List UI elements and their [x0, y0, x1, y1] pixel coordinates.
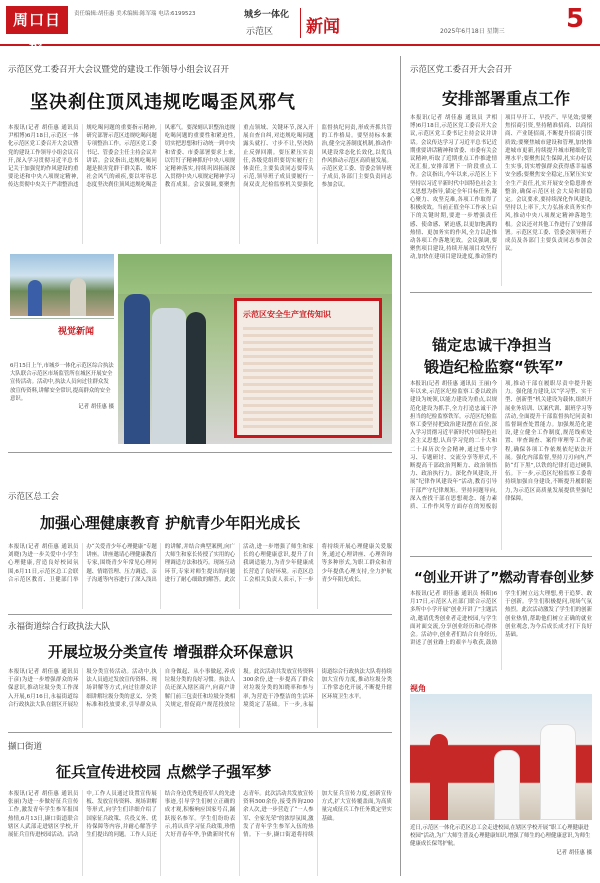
person-figure [28, 280, 42, 316]
perspective-label: 视角 [410, 684, 426, 693]
story2-body: 本报讯(记者 胡佳惠 通讯员 尹相博)6月18日,示范区党工委召开大会议,示范区党工委书记主持会议并讲话。会议传达学习了习近平总书记近期重要讲话精神和省委、市委有关会议精神,听取了近期重点工作推进情况汇报,安排部署下一阶段重点工作。会议指出,今年以来,示范区上下坚持以习近平新时代中国特色社会主义思想为指导,锚定全年目标任务,凝心聚力、攻坚克难,各项工作取得了积极成效。当前正值全年工作承上启下的关键时期,要进一步增强责任感、使命感、紧迫感,以更加饱满的热情、更加务实的作风,全力以赴推动各项工作落地见效。会议强调,要聚焦项目建设,持续开展项目攻坚行动,加快在建项目建设进度,推动签约项目早开工、早投产、早见效;要聚焦招商引资,坚持精准招商、以商招商、产业链招商,不断提升招商引资质效;要聚焦城市建设和管理,加快推进城市更新,持续提升城市精细化管理水平;要聚焦民生保障,扎实办好民生实事,切实增强群众获得感幸福感安全感;要聚焦安全稳定,压紧压实安全生产责任,扎实开展安全隐患排查整治,确保示范区社会大局和谐稳定。会议要求,要持续深化作风建设,坚持以上率下,大力弘扬求真务实作风,推动中央八项规定精神落地生根。会议还对其他工作进行了安排部署。示范区党工委、管委会领导班子成员及各部门主要负责同志参加会议。 [410, 115, 592, 261]
photo-campus-event [410, 694, 592, 820]
issue-date: 2025年6月18日 星期三 [440, 28, 505, 35]
story1-headline: 坚决刹住顶风违规吃喝歪风邪气 [30, 92, 296, 113]
story6-body: 本报讯(记者 胡佳惠 通讯员 杨阳)6月17日,示范区人社部门联合示范区多所中小学开展“创业开讲了”主题活动,邀请优秀创业者走进校园,与学生面对面交流,分享创业经历和心得体会。活动中,创业者们结合自身经历,讲述了创业路上的艰辛与收获,鼓励学生们树立远大理想,勇于追梦、敢于创新。学生们积极提问,现场气氛热烈。此次活动激发了学生们的创新创业热情,帮助他们树立正确的就业创业观念,为今后成长成才打下良好基础。 [410, 591, 592, 647]
perspective-tag [410, 683, 426, 694]
story3-headline-line1: 锚定忠诚干净担当 [432, 336, 553, 354]
visual-news-label: 视觉新闻 [58, 327, 95, 337]
board-title: 示范区安全生产宣传知识 [243, 310, 331, 319]
staff-figure [430, 734, 448, 820]
officer-figure [124, 294, 150, 444]
story4-kicker: 示范区总工会 [8, 492, 60, 502]
page-number: 5 [566, 4, 585, 34]
photo-caption [10, 362, 114, 444]
story7-headline: 征兵宣传进校园 点燃学子强军梦 [56, 763, 272, 781]
section-subtitle: 城乡一体化 [244, 10, 290, 20]
section-subtitle-2: 示范区 [246, 27, 274, 37]
student-figure-2 [540, 724, 576, 820]
section-divider [300, 8, 301, 38]
story5-kicker: 永福街道综合行政执法大队 [8, 622, 111, 632]
photo-officer-talking [10, 254, 114, 316]
story6-headline: “创业开讲了”燃动青春创业梦 [414, 570, 594, 586]
masthead [0, 0, 600, 57]
story4-body: 本报讯(记者 胡佳惠 通讯员 刘晓)为进一步关爱中小学生心理健康,营造良好校园氛围,6月11日,示范区总工会联合示范区教育、卫健部门举办“关爱青少年心理健康”专题讲座。讲座邀请心理健康教育专家,围绕青少年常见心理问题、情绪管理、压力调适、亲子沟通等内容进行了深入浅出的讲解,并结合典型案例,向广大师生和家长传授了实用的心理调适方法和技巧。现场互动环节,专家对师生提出的问题进行了耐心细致的解答。此次活动,进一步增强了师生和家长的心理健康意识,提升了自我调适能力,为青少年健康成长营造了良好环境。示范区总工会相关负责人表示,下一步将持续开展心理健康关爱服务,通过心理讲座、心理咨询等多种形式,为职工群众和青少年提供心理支持,全力护航青少年阳光成长。 [8, 544, 392, 583]
officer-figure-2 [186, 312, 206, 444]
story3-headline-line2: 锻造纪检监察“铁军” [424, 358, 564, 376]
editor-info: 责任编辑:胡佳惠 美术编辑:陈军瑞 电话:6199523 [74, 11, 196, 17]
story2-headline: 安排部署重点工作 [442, 89, 571, 108]
photo2-caption-text: 近日,示范区一体化示范区总工会走进校园,在辖区学校开展“职工心理健康进校园”活动,为广大师生普及心理健康知识,增强了师生的心理健康意识,为师生健康成长保驾护航。 [410, 825, 591, 848]
photo-credit: 记者 胡佳惠 摄 [78, 404, 114, 411]
tree-background [118, 254, 392, 294]
caption-text: 6月15日上午,市城乡一体化示范区综合执法大队联合示范区市场监管所在城区开展安全宣传活动。活动中,执法人员向过往群众发放宣传资料,讲解安全常识,提高群众的安全意识。 [10, 363, 114, 402]
board-text-lines [243, 327, 373, 429]
photo2-credit: 记者 胡佳惠 摄 [556, 849, 592, 856]
citizen-figure [152, 308, 186, 444]
story7-body: 本报讯(记者 胡佳惠 通讯员 张丽)为进一步做好征兵宣传工作,激发青年学生参军报国热情,6月13日,撷口街道联合辖区人武部走进辖区学校,开展征兵宣传进校园活动。活动中,工作人员通过设置宣传展板、发放宣传资料、现场讲解等形式,向学生们详细介绍了国家征兵政策、兵役义务、优待保障等内容,并耐心解答学生们提出的问题。工作人员还结合身边优秀退役军人的先进事迹,引导学生们树立正确的成才观,积极响应国家号召,踊跃报名参军。学生们纷纷表示,将认真学习征兵政策,珍惜大好青春年华,争做新时代有志青年。此次活动共发放宣传资料500余份,接受咨询200余人次,进一步营造了“一人参军、全家光荣”的浓厚氛围,激发了青年学生参军入伍的热情。下一步,撷口街道将持续加大征兵宣传力度,创新宣传方式,扩大宣传覆盖面,为高质量完成征兵工作任务奠定坚实基础。 [8, 791, 392, 839]
person-figure [70, 278, 86, 316]
story5-headline: 开展垃圾分类宣传 增强群众环保意识 [48, 643, 294, 661]
story7-kicker: 撷口街道 [8, 742, 43, 752]
student-figure [494, 750, 520, 820]
story5-body: 本报讯(记者 胡佳惠 通讯员 于彦)为进一步增强群众的环保意识,推动垃圾分类工作深入开展,6月16日,永福街道综合行政执法大队在辖区开展垃圾分类宣传活动。活动中,执法人员通过发放宣传资料、现场讲解等方式,向过往群众详细讲解垃圾分类的意义、分类标准和投放要求,引导群众从自身做起、从小事做起,养成垃圾分类的良好习惯。执法人员还深入辖区商户,向商户讲解门前三包责任和垃圾分类相关规定,督促商户规范投放垃圾。此次活动共发放宣传资料300余份,进一步提高了群众对垃圾分类的知晓率和参与率,为营造干净整洁的生活环境奠定了基础。下一步,永福街道综合行政执法大队将持续加大宣传力度,推动垃圾分类工作常态化开展,不断提升辖区环境卫生水平。 [8, 669, 392, 708]
story2-kicker: 示范区党工委召开大会召开 [410, 65, 513, 75]
story1-kicker: 示范区党工委召开大会议暨党的建设工作领导小组会议召开 [8, 65, 230, 75]
section-title: 新闻 [306, 17, 340, 37]
photo-safety-board [118, 254, 392, 444]
photo2-caption [410, 824, 592, 878]
newspaper-logo: 周口日报 [6, 6, 68, 34]
visual-news-tag [58, 326, 106, 356]
story3-body: 本报讯(记者 胡佳惠 通讯员 王丽)今年以来,示范区纪检监察工委以政治建设为统领,以能力建设为重点,以规范化建设为抓手,全力打造忠诚干净担当的纪检监察铁军。示范区纪检监察工委坚持把政治建设摆在首位,深入学习贯彻习近平新时代中国特色社会主义思想,认真学习党的二十大和二十届历次全会精神,通过集中学习、专题研讨、交流分享等形式,不断提高干部政治判断力、政治领悟力、政治执行力。深化作风建设,开展“纪律作风建设年”活动,教育引导干部严守纪律规矩。坚持问题导向,深入查找干部在思想观念、能力素质、工作作风等方面存在的短板弱项,推动干部在履职尽责中提升能力。强化能力建设,以“学习型、实干型、创新型”机关建设为载体,组织开展业务培训、以案代训、跟班学习等活动,全面提升干部监督执纪问责和监督调查处置能力。加强规范化建设,建立健全工作制度,规范线索处置、审查调查、案件审理等工作流程,确保各项工作依规依纪依法开展。强化内部监督,坚持刀刃向内,严防“灯下黑”,以铁的纪律打造过硬队伍。下一步,示范区纪检监察工委将持续加强自身建设,不断提升履职能力,为示范区高质量发展提供坚强纪律保障。 [410, 381, 592, 511]
story4-headline: 加强心理健康教育 护航青少年阳光成长 [40, 514, 301, 532]
story1-body: 本报讯(记者 胡佳惠 通讯员 尹相博)6月18日,示范区一体化示范区党工委召开大会议暨党的建设工作领导小组会议召开,深入学习贯彻习近平总书记关于加强党的作风建设的重要论述和中央八项规定精神,传达贯彻中央关于严肃整治违规吃喝问题的重要指示精神,研究部署示范区违规吃喝问题专项整治工作。示范区党工委书记、管委会主任主持会议并讲话。会议指出,违规吃喝问题是损害党群干群关系、败坏社会风气的顽疾,要以零容忍态度坚决刹住顶风违规吃喝歪风邪气。要深刻认识整治违规吃喝问题的重要性和紧迫性,切实把思想和行动统一到中央和省委、市委部署要求上来,以钉钉子精神抓好中央八项规定精神落实,持续巩固拓展深入贯彻中央八项规定精神学习教育成果。会议强调,要聚焦重点领域、关键环节,深入开展自查自纠,对违规吃喝问题露头就打、寸步不让,坚决防止反弹回潮。要压紧压实责任,各级党组织要切实履行主体责任,主要负责同志要带头示范,领导班子成员要履行一岗双责,纪检监察机关要强化监督执纪问责,形成齐抓共管的工作格局。要坚持标本兼治,健全完善制度机制,推动作风建设常态化长效化,以优良作风推动示范区高质量发展。示范区党工委、管委会领导班子成员,各部门主要负责同志参加会议。 [8, 125, 392, 189]
safety-board [234, 298, 382, 438]
section-header [240, 4, 360, 40]
